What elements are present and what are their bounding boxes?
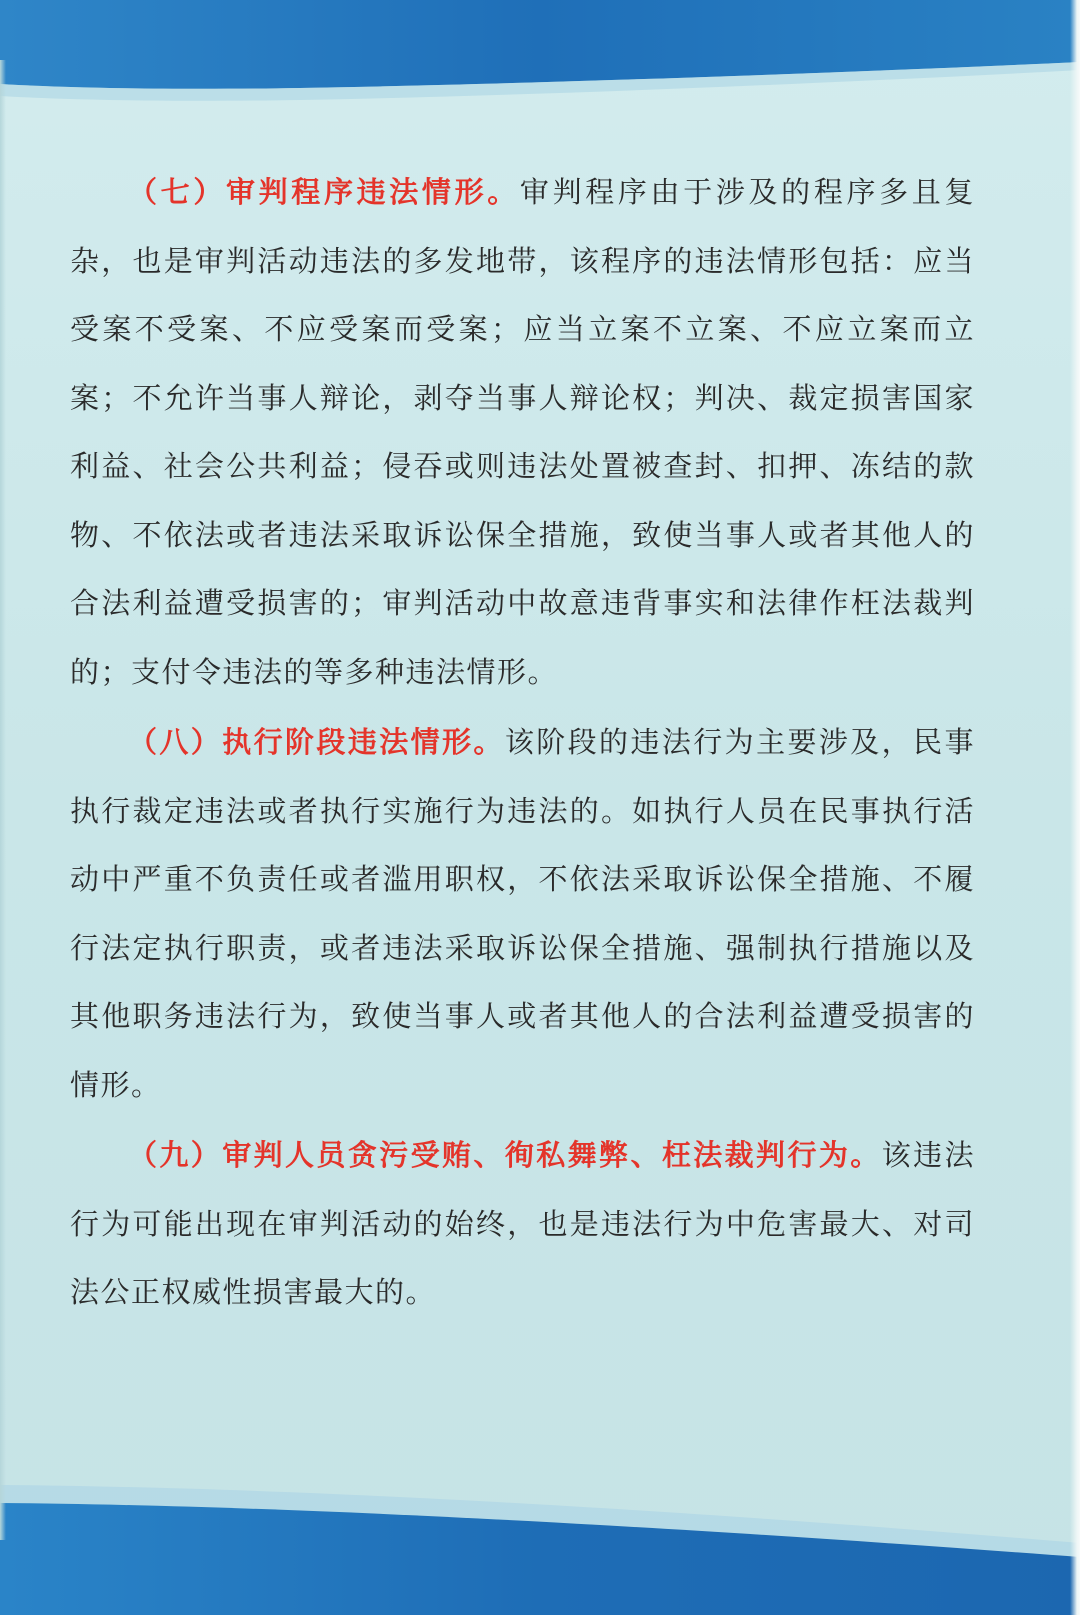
section-8-text: 该阶段的违法行为主要涉及，民事执行裁定违法或者执行实施行为违法的。如执行人员在民事执行活动中严重不负责任或者滥用职权，不依法采取诉讼保全措施、不履行法定执行职责，或者违法采取诉讼保全措施、强制执行措施以及其他职务违法行为，致使当事人或者其他人的合法利益遭受损害的情形。 xyxy=(70,725,975,1102)
top-blue-band xyxy=(0,0,1080,130)
section-7-heading: （七）审判程序违法情形。 xyxy=(128,175,520,209)
left-edge-shadow xyxy=(0,60,6,1540)
section-7-text: 审判程序由于涉及的程序多且复杂，也是审判活动违法的多发地带，该程序的违法情形包括：应当受案不受案、不应受案而受案；应当立案不立案、不应立案而立案；不允许当事人辩论，剥夺当事人辩论权；判决、裁定损害国家利益、社会公共利益；侵吞或则违法处置被查封、扣押、冻结的款物、不依法或者违法采取诉讼保全措施，致使当事人或者其他人的合法利益遭受损害的；审判活动中故意违背事实和法律作枉法裁判的；支付令违法的等多种违法情形。 xyxy=(70,175,975,689)
section-9-heading: （九）审判人员贪污受贿、徇私舞弊、枉法裁判行为。 xyxy=(128,1138,882,1172)
section-8 xyxy=(70,708,975,1119)
section-9 xyxy=(70,1121,975,1327)
bottom-blue-band xyxy=(0,1425,1080,1615)
section-7 xyxy=(70,158,975,706)
section-8-heading: （八）执行阶段违法情形。 xyxy=(128,725,505,759)
article-body xyxy=(70,158,975,1329)
right-edge-highlight xyxy=(1070,0,1080,1615)
section-9-text: 该违法行为可能出现在审判活动的始终，也是违法行为中危害最大、对司法公正权威性损害最大的。 xyxy=(70,1138,975,1309)
